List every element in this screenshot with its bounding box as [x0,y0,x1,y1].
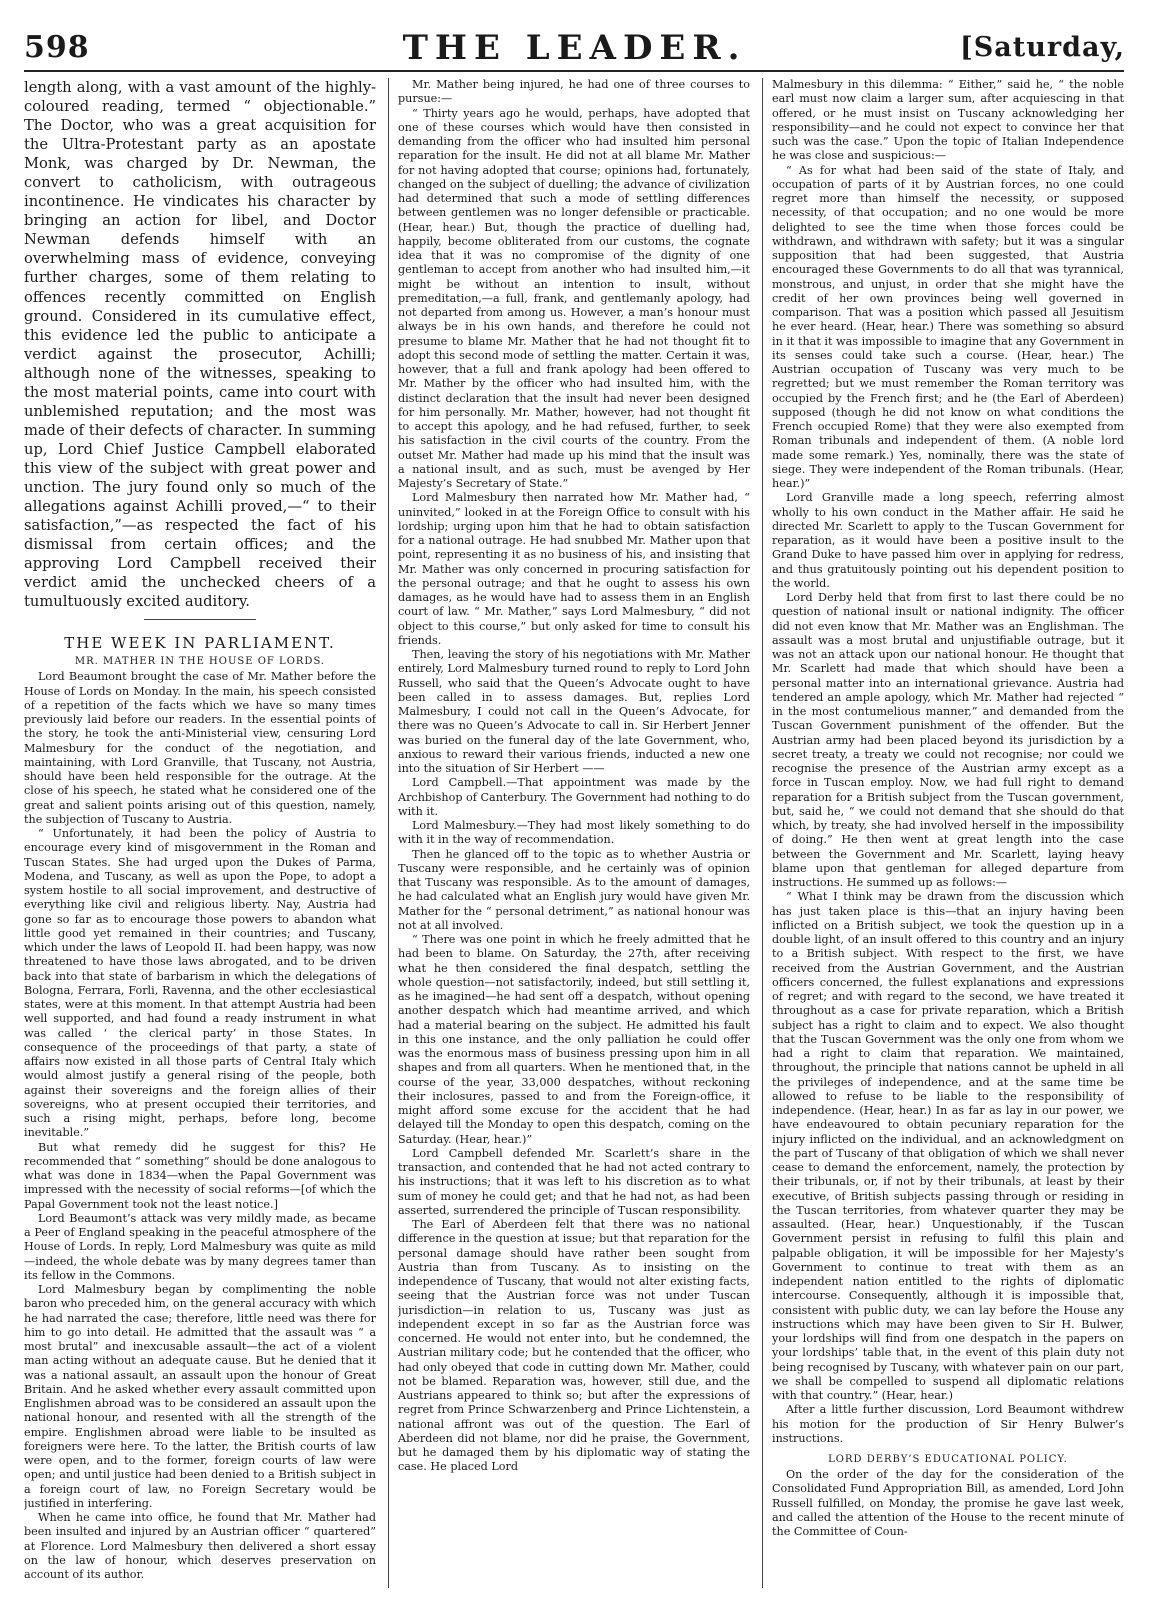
paragraph: Lord Campbell.—That appointment was made by the Archbishop of Canterbury. The Government had nothing to do with it. [398,776,750,818]
paragraph: Then, leaving the story of his negotiations with Mr. Mather entirely, Lord Malmesbury turned round to reply to Lord John Russell, who said that the Queen’s Advocate ought to have been called in to assess damages. But, replies Lord Malmesbury, I could not call in the Queen’s Advocate, for there was no Queen’s Advocate to call in. Sir Herbert Jenner was buried on the funeral day of the late Government, who, anxious to reward their various friends, inducted a new one into the situation of Sir Herbert —— [398,648,750,775]
paragraph: length along, with a vast amount of the highly-coloured reading, termed “ objectionable.” The Doctor, who was a great acquisition for the Ultra-Protestant party as an apostate Monk, was charged by Dr. Newman, the convert to catholicism, with outrageous incontinence. He vindicates his character by bringing an action for libel, and Doctor Newman defends himself with an overwhelming mass of evidence, conveying further charges, some of them relating to offences recently committed on English ground. Considered in its cumulative effect, this evidence led the public to anticipate a verdict against the prosecutor, Achilli; although none of the witnesses, speaking to the most material points, came into court with unblemished reputation; and the most was made of their defects of character. In summing up, Lord Chief Justice Campbell elaborated this view of the subject with great power and unction. The jury found only so much of the allegations against Achilli proved,—“ to their satisfaction,”—as respected the fact of his dismissal from certain offices; and the approving Lord Campbell received their verdict amid the unchecked cheers of a tumultuously excited auditory. [24,79,376,611]
paragraph: Lord Derby held that from first to last there could be no question of national insult or national indignity. The officer did not even know that Mr. Mather was an Englishman. The assault was a most brutal and unjustifiable outrage, but it was not an attack upon our national honour. He thought that Mr. Scarlett had made that which should have been a personal matter into an international grievance. Austria had tendered an ample apology, which Mr. Mather had rejected “ in the most contumelious manner,” and demanded from the Tuscan Government punishment of the offender. But the Austrian army had been placed beyond its jurisdiction by a secret treaty, a treaty we could not recognise; nor could we recognise the presence of the Austrian army except as a force in Tuscan employ. Now, we had full right to demand reparation for a British subject from the Tuscan government, but, said he, “ we could not demand that she should do that which, by treaty, she had involved herself in the impossibility of doing.” He then went at great length into the case between the Government and Mr. Scarlett, laying heavy blame upon that gentleman for alleged departure from instructions. He summed up as follows:— [772,591,1124,889]
column-right [772,78,1124,1588]
subsection-heading: MR. MATHER IN THE HOUSE OF LORDS. [74,656,326,668]
paragraph: Lord Beaumont brought the case of Mr. Mather before the House of Lords on Monday. In the main, his speech consisted of a repetition of the facts which we have so many times previously laid before our readers. In the essential points of the story, he took the anti-Ministerial view, censuring Lord Malmesbury for the conduct of the negotiation, and maintaining, with Lord Granville, that Tuscany, not Austria, should have been held responsible for the outrage. At the close of his speech, he stated what he considered one of the great and salient points arising out of this question, namely, the subjection of Tuscany to Austria. [24,670,376,826]
section-rule [144,619,256,620]
subsection-heading: LORD DERBY’S EDUCATIONAL POLICY. [828,1454,1068,1465]
paragraph: Lord Malmesbury.—They had most likely something to do with it in the way of recommendation. [398,819,750,847]
paragraph: Malmesbury in this dilemma: “ Either,” said he, “ the noble earl must now claim a larger sum, after acquiescing in that offered, or he must insist on Tuscany acknowledging her responsibility—and he could not expect to convince her that such was the case.” Upon the topic of Italian Independence he was close and suspicious:— [772,78,1124,163]
paragraph: Lord Malmesbury then narrated how Mr. Mather had, “ uninvited,” looked in at the Foreign Office to consult with his lordship; urging upon him that he had to obtain satisfaction for a national outrage. He had snubbed Mr. Mather upon that point, representing it as no business of his, and insisting that Mr. Mather was only concerned in procuring satisfaction for the personal outrage; and that he ought to assess his own damages, as he would have had to assess them in an English court of law. “ Mr. Mather,” says Lord Malmesbury, “ did not object to this course,” but only asked for time to consult his friends. [398,491,750,647]
paragraph: Lord Granville made a long speech, referring almost wholly to his own conduct in the Mather affair. He said he directed Mr. Scarlett to apply to the Tuscan Government for reparation, as it would have been a positive insult to the Grand Duke to have passed him over in applying for redress, and thus gratuitously pointing out his dependent position to the world. [772,491,1124,590]
column-middle [398,78,750,1588]
section-heading: THE WEEK IN PARLIAMENT. [64,634,336,653]
issue-day: [Saturday, [960,32,1125,63]
column-divider [388,78,389,1588]
paragraph: Mr. Mather being injured, he had one of three courses to pursue:— [398,78,750,106]
quoted-speech: “ What I think may be drawn from the discussion which has just taken place is this—that an injury having been inflicted on a British subject, we took the question up in a double light, of an insult offered to this country and an injury to a British subject. With respect to the first, we have received from the Austrian Government, and the Austrian officers concerned, the fullest explanations and expressions of regret; and with regard to the second, we have treated it throughout as a case for private reparation, which a British subject has a right to claim and to expect. We also thought that the Tuscan Government was the only one from whom we had a right to claim that reparation. We maintained, throughout, the principle that nations cannot be upheld in all the privileges of independence, and at the same time be allowed to refuse to be liable to the responsibility of independence. (Hear, hear.) In as far as lay in our power, we have endeavoured to obtain pecuniary reparation for the injury inflicted on the individual, and an acknowledgment on the part of Tuscany of that obligation of which we shall never cease to demand the enforcement, namely, the protection by their tribunals, or, if not by their tribunals, at least by their executive, of British subjects passing through or residing in the Tuscan territories, from whatever quarter they may be assaulted. (Hear, hear.) Unquestionably, if the Tuscan Government persist in refusing to fulfil this plain and palpable obligation, it will be impossible for her Majesty’s Government to continue to treat with them as an independent nation entitled to the rights of diplomatic intercourse. Consequently, although it is impossible that, consistent with public duty, we can lay before the House any instructions which may have been given to Sir H. Bulwer, your lordships will find from one despatch in the papers on your lordships’ table that, in the event of this plain duty not being recognised by Tuscany, with whatever pain on our part, we shall be compelled to suspend all diplomatic relations with that country.” (Hear, hear.) [772,890,1124,1402]
paragraph: But what remedy did he suggest for this? He recommended that “ something” should be done analogous to what was done in 1834—when the Papal Government was impressed with the necessity of social reforms—[of which the Papal Government took not the least notice.] [24,1140,376,1211]
paragraph: Lord Beaumont’s attack was very mildly made, as became a Peer of England speaking in the peaceful atmosphere of the House of Lords. In reply, Lord Malmesbury was quite as mild—indeed, the whole debate was by many degrees tamer than its fellow in the Commons. [24,1211,376,1282]
paragraph: After a little further discussion, Lord Beaumont withdrew his motion for the production of Sir Henry Bulwer’s instructions. [772,1403,1124,1445]
quoted-speech: “ Unfortunately, it had been the policy of Austria to encourage every kind of misgovernment in the Roman and Tuscan States. She had urged upon the Dukes of Parma, Modena, and Tuscany, as well as upon the Pope, to adopt a system hostile to all social improvement, and destructive of everything like civil and religious liberty. Nay, Austria had gone so far as to encourage those powers to abandon what little good yet remained in their countries; and Tuscany, which under the laws of Leopold II. had been happy, was now threatened to have those laws abrogated, and to be driven back into that state of barbarism in which the delegations of Bologna, Ferrara, Forli, Ravenna, and the other ecclesiastical states, were at this moment. In that attempt Austria had been well supported, and had found a ready instrument in what was called ‘ the clerical party’ in those States. In consequence of the proceedings of that party, a state of affairs now existed in all those parts of Central Italy which would almost justify a general rising of the people, both against their sovereigns and the foreign allies of their sovereigns, who at present occupied their territories, and such a rising might, perhaps, before long, become inevitable.” [24,827,376,1140]
header-rule [24,70,1124,72]
quoted-speech: “ There was one point in which he freely admitted that he had been to blame. On Saturday, the 27th, after receiving what he then considered the final despatch, settling the whole question—not satisfactorily, indeed, but still settling it, as he imagined—he had sent off a despatch, without opening another despatch which had meantime arrived, and which had a material bearing on the subject. He admitted his fault in this one instance, and the only palliation he could offer was the enormous mass of business pressing upon him in all shapes and from all quarters. When he mentioned that, in the course of the year, 33,000 despatches, without reckoning their inclosures, passed to and from the Foreign-office, it might afford some excuse for the accident that he had delayed till the Monday to open this despatch, coming on the Saturday. (Hear, hear.)” [398,933,750,1146]
page-number: 598 [24,30,90,65]
paragraph: Lord Malmesbury began by complimenting the noble baron who preceded him, on the general accuracy with which he had narrated the case; therefore, little need was there for him to go into detail. He admitted that the assault was “ a most brutal” and inexcusable assault—the act of a violent man acting without an adequate cause. But he denied that it was a national assault, an assault upon the honour of Great Britain. And he asked whether every assault committed upon Englishmen abroad was to be considered an assault upon the national honour, and resented with all the strength of the empire. Englishmen abroad were liable to be insulted as foreigners were here. To the latter, the British courts of law were open, and to the former, foreign courts of law were open; and until justice had been denied to a British subject in a foreign court of law, no Foreign Secretary would be justified in interfering. [24,1283,376,1510]
quoted-speech: “ As for what had been said of the state of Italy, and occupation of parts of it by Austrian forces, no one could regret more than himself the necessity, or supposed necessity, of that occupation; and no one would be more delighted to see the time when those forces could be withdrawn, and withdrawn with safety; but it was a singular supposition that had been suggested, that Austria encouraged these Governments to do all that was tyrannical, monstrous, and unjust, in order that she might have the credit of her own provinces being well governed in comparison. That was a position which passed all Jesuitism he ever heard. (Hear, hear.) There was something so absurd in it that it was impossible to imagine that any Government in its senses could take such a course. (Hear, hear.) The Austrian occupation of Tuscany was very much to be regretted; but we must remember the Roman territory was occupied by the French first; and he (the Earl of Aberdeen) supposed (though he did not know on what conditions the French occupied Rome) that they were also exempted from Roman tribunals and independent of them. (A noble lord made some remark.) Yes, nominally, there was the state of siege. They were independent of the Roman tribunals. (Hear, hear.)” [772,163,1124,490]
paragraph: Then he glanced off to the topic as to whether Austria or Tuscany were responsible, and he certainly was of opinion that Tuscany was responsible. As to the amount of damages, he had calculated what an English jury would have given Mr. Mather for the “ personal detriment,” as national honour was not at all involved. [398,847,750,932]
paragraph: When he came into office, he found that Mr. Mather had been insulted and injured by an Austrian officer “ quartered” at Florence. Lord Malmesbury then delivered a short essay on the law of honour, which deserves preservation on account of its author. [24,1511,376,1582]
paragraph: The Earl of Aberdeen felt that there was no national difference in the question at issue; but that reparation for the personal damage should have rather been sought from Austria than from Tuscany. As to insisting on the independence of Tuscany, that would not alter existing facts, seeing that the Austrian force was not under Tuscan jurisdiction—in relation to us, Tuscany was just as independent except in so far as the Austrian force was concerned. He would not enter into, but he condemned, the Austrian military code; but he contended that the officer, who had only obeyed that code in cutting down Mr. Mather, could not be blamed. Reparation was, however, still due, and the Austrians appeared to think so; but after the expressions of regret from Prince Schwarzenberg and Prince Lichtenstein, a national affront was out of the question. The Earl of Aberdeen did not blame, nor did he praise, the Government, but he damaged them by his diplomatic way of stating the case. He placed Lord [398,1218,750,1474]
quoted-speech: “ Thirty years ago he would, perhaps, have adopted that one of these courses which would have then consisted in demanding from the officer who had insulted him personal reparation for the insult. He did not at all blame Mr. Mather for not having adopted that course; opinions had, fortunately, changed on the subject of duelling; the advance of civilization had determined that such a mode of settling differences between gentlemen was no longer defensible or practicable. (Hear, hear.) But, though the practice of duelling had, happily, become obliterated from our customs, the cognate idea that it was no compromise of the dignity of one gentleman to accept from another who had insulted him,—it might be without an intention to insult, without premeditation,—a full, frank, and gentlemanly apology, had not departed from among us. However, a man’s honour must always be in his own hands, and therefore he could not presume to blame Mr. Mather that he had not thought fit to adopt this second mode of settling the matter. Certain it was, however, that a full and frank apology had been offered to Mr. Mather by the officer who had insulted him, with the distinct declaration that the insult had never been designed for him personally. Mr. Mather, however, had not thought fit to accept this apology, and he had refused, further, to seek his satisfaction in the civil courts of the country. From the outset Mr. Mather had made up his mind that the insult was a national insult, and as such, must be avenged by Her Majesty’s Secretary of State.” [398,106,750,490]
column-left [24,78,376,1588]
column-divider [762,78,763,1588]
masthead-title: THE LEADER. [402,28,747,68]
paragraph: On the order of the day for the consideration of the Consolidated Fund Appropriation Bill, as amended, Lord John Russell fulfilled, on Monday, the promise he gave last week, and called the attention of the House to the recent minute of the Committee of Coun- [772,1468,1124,1538]
page-header [0,22,1149,74]
paragraph: Lord Campbell defended Mr. Scarlett’s share in the transaction, and contended that he had not acted contrary to his instructions; that it was left to his discretion as to what sum of money he could get; and that he had not, as had been asserted, surrendered the principle of Tuscan responsibility. [398,1146,750,1217]
